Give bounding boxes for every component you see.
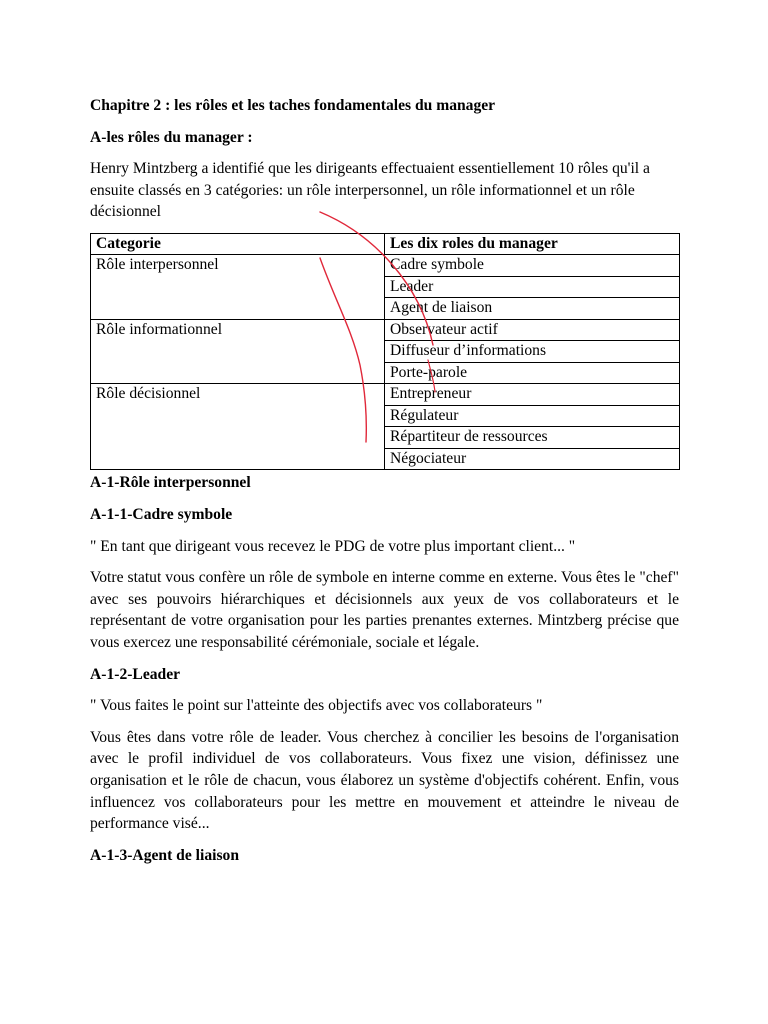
category-cell: Rôle informationnel bbox=[91, 319, 385, 384]
roles-table bbox=[90, 233, 680, 471]
table-row bbox=[91, 384, 680, 406]
chapter-title: Chapitre 2 : les rôles et les taches fondamentales du manager bbox=[90, 97, 496, 114]
role-cell: Entrepreneur bbox=[385, 384, 680, 406]
a12-paragraph: Vous êtes dans votre rôle de leader. Vous cherchez à concilier les besoins de l'organisation avec le profil individuel de vos collaborateurs. Vous fixez une vision, définissez une organisation et le rôle de chacun, vous élaborez un système d'objectifs cohérent. Enfin, vous influencez vos collaborateurs pour les mettre en mouvement et atteindre le niveau de performance visé... bbox=[90, 728, 679, 833]
role-cell: Agent de liaison bbox=[385, 298, 680, 320]
section-a1-heading: A-1-Rôle interpersonnel bbox=[90, 474, 251, 492]
section-a-heading: A-les rôles du manager : bbox=[90, 128, 253, 146]
role-cell: Porte-parole bbox=[385, 362, 680, 384]
a11-paragraph: Votre statut vous confère un rôle de symbole en interne comme en externe. Vous êtes le "chef" avec ses pouvoirs hiérarchiques et décisionnels aux yeux de vos collaborateurs et le représentant de votre organisation pour les parties prenantes externes. Mintzberg précise que vous exercez une responsabilité cérémoniale, sociale et légale. bbox=[90, 569, 679, 652]
header-roles: Les dix roles du manager bbox=[385, 233, 680, 255]
category-cell: Rôle interpersonnel bbox=[91, 255, 385, 320]
document-page bbox=[90, 95, 679, 876]
table-row bbox=[91, 255, 680, 277]
role-cell: Négociateur bbox=[385, 448, 680, 470]
table-header-row bbox=[91, 233, 680, 255]
role-cell: Diffuseur d’informations bbox=[385, 341, 680, 363]
role-cell: Régulateur bbox=[385, 405, 680, 427]
role-cell: Cadre symbole bbox=[385, 255, 680, 277]
a12-quote: " Vous faites le point sur l'atteinte des objectifs avec vos collaborateurs " bbox=[90, 697, 543, 715]
intro-paragraph: Henry Mintzberg a identifié que les dirigeants effectuaient essentiellement 10 rôles qu'il a ensuite classés en 3 catégories: un rôle interpersonnel, un rôle informationnel et un rôle décisionnel bbox=[90, 160, 650, 221]
table-row bbox=[91, 319, 680, 341]
section-a13-heading: A-1-3-Agent de liaison bbox=[90, 846, 240, 864]
role-cell: Leader bbox=[385, 276, 680, 298]
section-a11-heading: A-1-1-Cadre symbole bbox=[90, 506, 233, 524]
category-cell: Rôle décisionnel bbox=[91, 384, 385, 470]
header-category: Categorie bbox=[91, 233, 385, 255]
role-cell: Répartiteur de ressources bbox=[385, 427, 680, 449]
section-a12-heading: A-1-2-Leader bbox=[90, 665, 181, 683]
role-cell: Observateur actif bbox=[385, 319, 680, 341]
a11-quote: " En tant que dirigeant vous recevez le PDG de votre plus important client... " bbox=[90, 537, 576, 555]
